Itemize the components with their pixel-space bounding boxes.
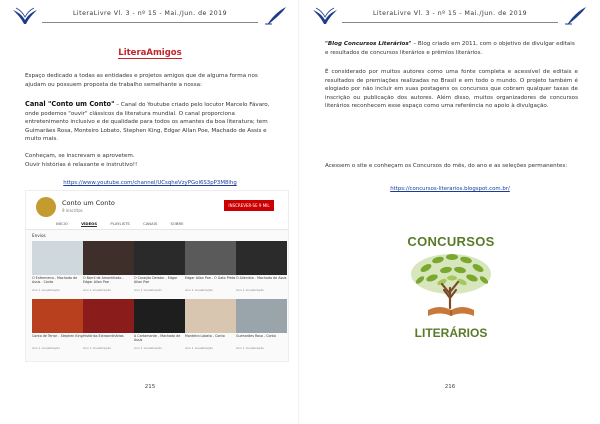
youtube-subscriber-count: 9 inscritos bbox=[62, 208, 83, 213]
page-number: 215 bbox=[144, 384, 156, 390]
section-title: LiteraAmigos bbox=[118, 48, 182, 58]
channel-description: – Canal do Youtube criado pelo locutor Marcelo Fávaro, onde podemos "ouvir" clássicos da literatura mundial. O canal proporciona entretenimento inclusivo e de qualidade para todos os amantes da boa literatura; tem Guimarães Rosa, Monteiro Lobato, Stephen King, Edgar Allan Poe, Machado de Assis e muito mais. bbox=[25, 102, 270, 142]
video-thumbnail[interactable] bbox=[32, 241, 83, 297]
youtube-channel-name: Conto um Conto bbox=[62, 199, 115, 207]
video-thumbnail[interactable] bbox=[134, 299, 185, 355]
header-rule bbox=[342, 22, 558, 23]
video-title[interactable]: O Barril de Amontillado - Edgar Allan Poe bbox=[83, 276, 124, 285]
video-thumbnail-image[interactable] bbox=[185, 299, 236, 333]
video-title[interactable]: Monteiro Lobato - Conto bbox=[185, 334, 225, 338]
channel-paragraph bbox=[25, 100, 280, 144]
bird-logo-icon bbox=[12, 6, 38, 26]
quill-pen-icon bbox=[262, 6, 288, 26]
blog-paragraph bbox=[325, 40, 578, 57]
invite-line-2: Ouvir histórias é relaxante e instrutivo!! bbox=[25, 162, 138, 168]
video-thumbnail[interactable] bbox=[185, 241, 236, 297]
video-title[interactable]: O Enfermeiro - Machado de Assis - Conto bbox=[32, 276, 78, 285]
video-title[interactable]: O Coração Delator - Edgar Allan Poe bbox=[134, 276, 178, 285]
tab-canais[interactable]: CANAIS bbox=[143, 221, 158, 226]
video-meta: Ano 1 visualização bbox=[32, 288, 60, 292]
video-thumbnail-image[interactable] bbox=[134, 299, 185, 333]
video-meta: Ano 1 visualização bbox=[32, 346, 60, 350]
tree-book-icon bbox=[406, 250, 496, 324]
video-meta: Ano 1 visualização bbox=[236, 346, 264, 350]
header-text: LiteraLivre Vl. 3 - nº 15 - Mai./Jun. de 2019 bbox=[72, 10, 228, 17]
page-header bbox=[312, 6, 588, 28]
video-thumbnail[interactable] bbox=[236, 299, 287, 355]
video-title[interactable]: Edgar Allan Poe - O Gato Preto bbox=[185, 276, 236, 280]
intro-paragraph: Espaço dedicado a todas as entidades e projetos amigos que de alguma forma nos ajudam ou possuem proposta de trabalho semelhante a nossa: bbox=[25, 73, 258, 88]
page-header bbox=[12, 6, 288, 28]
video-meta: Ano 1 visualização bbox=[134, 288, 162, 292]
video-thumbnail-image[interactable] bbox=[236, 299, 287, 333]
youtube-link[interactable]: https://www.youtube.com/channel/UCsqheVzyPGol6S3pP3M8lhg bbox=[63, 180, 237, 186]
blog-description: – Blog criado em 2011, com o objetivo de divulgar editais e resultados de concursos literários e prêmios literários. bbox=[325, 41, 575, 56]
video-title[interactable]: Guimarães Rosa - Conto bbox=[236, 334, 276, 338]
video-meta: Ano 1 visualização bbox=[185, 346, 213, 350]
invite-line-1: Conheçam, se inscrevam e aprovetem. bbox=[25, 153, 135, 159]
logo-text-bottom: LITERÁRIOS bbox=[414, 326, 488, 340]
video-thumbnail[interactable] bbox=[134, 241, 185, 297]
video-meta: Ano 1 visualização bbox=[83, 346, 111, 350]
logo-text-top: CONCURSOS bbox=[407, 234, 495, 249]
youtube-channel-header bbox=[26, 191, 288, 230]
blog-link[interactable]: https://concursos-literarios.blogspot.com.br/ bbox=[390, 186, 510, 192]
tab-playlists[interactable]: PLAYLISTS bbox=[110, 221, 130, 226]
video-thumbnail-image[interactable] bbox=[83, 241, 134, 275]
channel-name: Canal "Conto um Conto" bbox=[25, 100, 115, 108]
video-meta: Ano 1 visualização bbox=[236, 288, 264, 292]
video-thumbnail[interactable] bbox=[32, 299, 83, 355]
video-meta: Ano 1 visualização bbox=[185, 288, 213, 292]
blog-paragraph-3: Acessem o site e conheçam os Concursos do mês, do ano e as seleções permanentes: bbox=[325, 163, 568, 169]
youtube-tabs bbox=[56, 221, 196, 226]
tab-sobre[interactable]: SOBRE bbox=[170, 221, 184, 226]
video-thumbnail[interactable] bbox=[236, 241, 287, 297]
video-meta: Ano 1 visualização bbox=[134, 346, 162, 350]
header-rule bbox=[42, 22, 258, 23]
bird-logo-icon bbox=[312, 6, 338, 26]
video-title[interactable]: A Cartomante - Machado de Assis bbox=[134, 334, 181, 343]
uploads-label: Envios bbox=[32, 233, 46, 238]
subscribe-button[interactable]: INSCREVER-SE 9 MIL bbox=[224, 200, 274, 211]
video-thumbnail-image[interactable] bbox=[185, 241, 236, 275]
header-text: LiteraLivre Vl. 3 - nº 15 - Mai./Jun. de 2019 bbox=[372, 10, 528, 17]
video-thumbnail[interactable] bbox=[185, 299, 236, 355]
blog-paragraph-2: É considerado por muitos autores como uma fonte completa e acessível de editais e resultados de premiações realizadas no Brasil e em todo o mundo. O projeto também é elogiado por não incluir em suas postagens os concursos que cobram qualquer taxas de inscrição ou publicação dos autores. Além disso, muitos organizadores de concursos literários reconhecem esse espaço como uma referência no apoio à divulgação. bbox=[325, 69, 578, 109]
channel-avatar bbox=[36, 197, 56, 217]
video-thumbnail[interactable] bbox=[83, 241, 134, 297]
tab-videos[interactable]: VÍDEOS bbox=[81, 221, 98, 226]
video-thumbnail-image[interactable] bbox=[83, 299, 134, 333]
tab-inicio[interactable]: INÍCIO bbox=[56, 221, 68, 226]
video-title[interactable]: O Alienista - Machado de Assis bbox=[236, 276, 287, 280]
concursos-literarios-logo bbox=[396, 228, 506, 348]
video-title[interactable]: Conto de Terror - Stephen King bbox=[32, 334, 83, 338]
quill-pen-icon bbox=[562, 6, 588, 26]
video-thumbnail-image[interactable] bbox=[32, 299, 83, 333]
right-page bbox=[300, 0, 600, 424]
video-thumbnail-image[interactable] bbox=[134, 241, 185, 275]
youtube-screenshot bbox=[25, 190, 289, 362]
video-thumbnail-image[interactable] bbox=[32, 241, 83, 275]
video-title[interactable]: Histórias Extraordinárias bbox=[83, 334, 124, 338]
video-thumbnail[interactable] bbox=[83, 299, 134, 355]
page-number: 216 bbox=[444, 384, 456, 390]
video-thumbnail-image[interactable] bbox=[236, 241, 287, 275]
blog-name: "Blog Concursos Literários" bbox=[325, 41, 412, 47]
video-meta: Ano 1 visualização bbox=[83, 288, 111, 292]
